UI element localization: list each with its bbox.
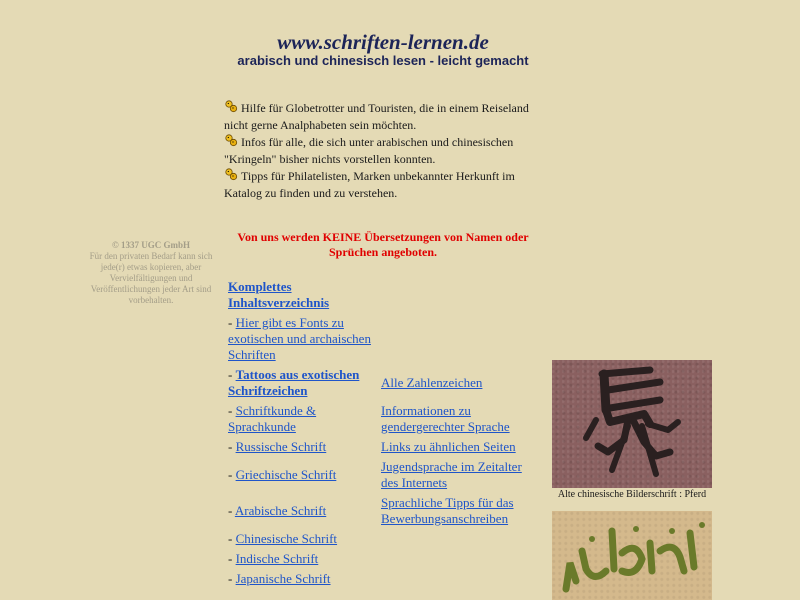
nav-link[interactable]: Links zu ähnlichen Seiten [381,439,516,454]
copyright-text: Für den privaten Bedarf kann sich jede(r) etwas kopieren, aber Vervielfältigungen und Veröffentlichungen jeder Art sind vorbehalten. [89,251,213,305]
arabic-calligraphy-image [552,511,712,600]
nav-link[interactable]: Hier gibt es Fonts zu exotischen und archaischen Schriften [228,315,371,362]
nav-link[interactable]: Russische Schrift [235,439,327,454]
globetrotter-icon [224,168,238,181]
bullet-item [224,100,540,134]
nav-item-jugendsprache [381,459,531,491]
nav-link[interactable]: Tattoos aus exotischen Schriftzeichen [228,367,360,398]
nav-item-zahlenzeichen [381,375,531,391]
nav-prefix: - [228,531,236,546]
nav-link[interactable]: Komplettes Inhaltsverzeichnis [228,279,330,310]
nav-item-links [381,439,531,455]
nav-prefix: - [228,439,236,454]
nav-item-japanisch [228,571,378,587]
bullet-text: Hilfe für Globetrotter und Touristen, die in einem Reiseland nicht gerne Analphabeten sein möchten. [224,101,529,132]
nav-link[interactable]: Jugendsprache im Zeitalter des Internets [381,459,522,490]
nav-item-chinesisch [228,531,378,547]
nav-item-gendergerecht [381,403,531,435]
nav-prefix: - [228,467,236,482]
site-subtitle: arabisch und chinesisch lesen - leicht gemacht [237,53,529,68]
nav-link[interactable]: Alle Zahlenzeichen [381,375,483,390]
nav-prefix: - [228,571,236,586]
intro-bullets [224,100,540,202]
nav-item-fonts [228,315,378,363]
nav-item-russisch [228,439,378,455]
bullet-text: Tipps für Philatelisten, Marken unbekannter Herkunft im Katalog zu finden und zu verstehen. [224,169,515,200]
bullet-item [224,168,540,202]
nav-prefix: - [228,367,236,382]
nav-prefix: - [228,551,236,566]
chinese-horse-glyph-image [552,360,712,488]
copyright-title: © 1337 UGC GmbH [112,240,190,250]
nav-link[interactable]: Schriftkunde & Sprachkunde [228,403,317,434]
site-title: www.schriften-lernen.de [277,30,489,54]
bullet-item [224,134,540,168]
nav-prefix: - [228,503,235,518]
nav-link[interactable]: Japanische Schrift [235,571,331,586]
nav-prefix: - [228,403,236,418]
copyright-block [88,240,214,306]
horse-image-caption: Alte chinesische Bilderschrift : Pferd [557,489,707,500]
nav-item-schriftkunde [228,403,378,435]
nav-item-tattoos [228,367,378,399]
nav-link[interactable]: Indische Schrift [235,551,319,566]
nav-item-griechisch [228,467,378,483]
nav-link[interactable]: Sprachliche Tipps für das Bewerbungsanschreiben [381,495,514,526]
arabic-calligraphy-icon [552,511,712,600]
nav-link[interactable]: Informationen zu gendergerechter Sprache [381,403,510,434]
globetrotter-icon [224,100,238,113]
nav-item-inhaltsverzeichnis [228,279,378,311]
nav-link[interactable]: Arabische Schrift [234,503,327,518]
no-translation-notice: Von uns werden KEINE Übersetzungen von Namen oder Sprüchen angeboten. [237,230,529,259]
globetrotter-icon [224,134,238,147]
nav-item-arabisch [228,503,378,519]
nav-item-indisch [228,551,378,567]
horse-glyph-icon [552,360,712,488]
nav-prefix: - [228,315,236,330]
nav-link[interactable]: Griechische Schrift [235,467,337,482]
bullet-text: Infos für alle, die sich unter arabischen und chinesischen "Kringeln" bisher nichts vorstellen konnten. [224,135,514,166]
nav-item-bewerbung [381,495,531,527]
nav-link[interactable]: Chinesische Schrift [235,531,338,546]
